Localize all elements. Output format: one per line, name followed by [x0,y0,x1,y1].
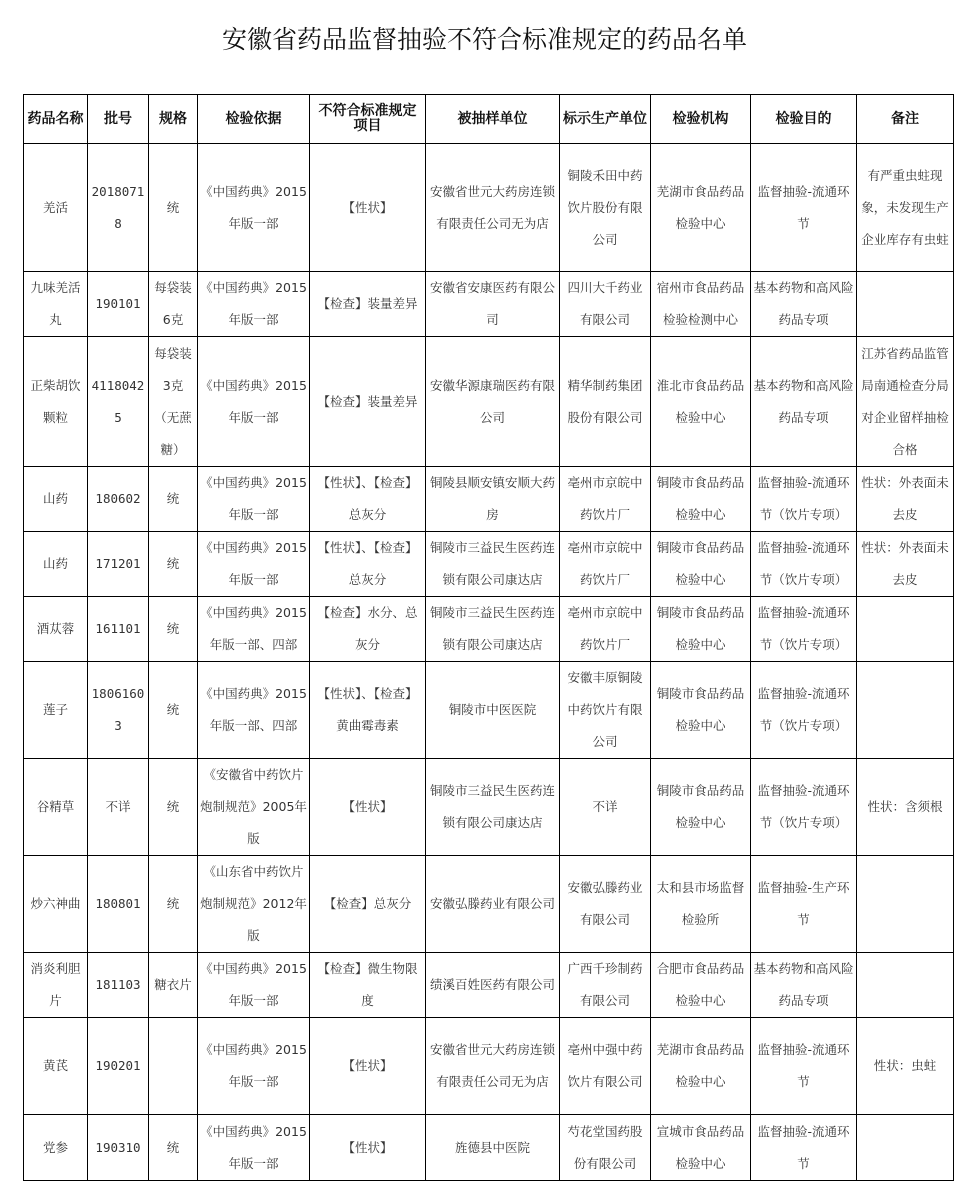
batch-cell: 190101 [88,272,149,337]
producer-cell: 亳州市京皖中药饮片厂 [560,532,651,597]
purpose-cell: 监督抽验-流通环节 [751,1018,857,1115]
drug-name-cell: 谷精草 [24,759,88,856]
sampled-unit-cell: 铜陵市三益民生医药连锁有限公司康达店 [426,597,560,662]
lab-cell: 铜陵市食品药品检验中心 [651,532,751,597]
purpose-cell: 基本药物和高风险药品专项 [751,953,857,1018]
drug-name-cell: 羌活 [24,144,88,272]
header-note: 备注 [857,95,954,144]
page-title: 安徽省药品监督抽验不符合标准规定的药品名单 [221,25,747,54]
purpose-cell: 监督抽验-流通环节（饮片专项） [751,759,857,856]
sampled-unit-cell: 绩溪百姓医药有限公司 [426,953,560,1018]
lab-cell: 太和县市场监督检验所 [651,856,751,953]
batch-cell: 41180425 [88,337,149,467]
lab-cell: 淮北市食品药品检验中心 [651,337,751,467]
batch-cell: 161101 [88,597,149,662]
lab-cell: 合肥市食品药品检验中心 [651,953,751,1018]
basis-cell: 《中国药典》2015年版一部 [198,1115,310,1181]
note-cell: 性状：外表面未去皮 [857,532,954,597]
spec-cell: 统 [149,662,198,759]
lab-cell: 宣城市食品药品检验中心 [651,1115,751,1181]
table-row [24,337,954,467]
lab-cell: 铜陵市食品药品检验中心 [651,662,751,759]
purpose-cell: 监督抽验-流通环节（饮片专项） [751,597,857,662]
failed-item-cell: 【性状】、【检查】黄曲霉毒素 [310,662,426,759]
purpose-cell: 监督抽验-流通环节（饮片专项） [751,532,857,597]
header-producer: 标示生产单位 [560,95,651,144]
spec-cell [149,1018,198,1115]
basis-cell: 《中国药典》2015年版一部 [198,1018,310,1115]
header-failed-item: 不符合标准规定项目 [310,95,426,144]
table-row [24,467,954,532]
batch-cell: 18061603 [88,662,149,759]
drug-name-cell: 山药 [24,467,88,532]
failed-item-cell: 【性状】 [310,759,426,856]
producer-cell: 铜陵禾田中药饮片股份有限公司 [560,144,651,272]
spec-cell: 统 [149,1115,198,1181]
producer-cell: 不详 [560,759,651,856]
note-cell: 江苏省药品监管局南通检查分局对企业留样抽检合格 [857,337,954,467]
spec-cell: 统 [149,467,198,532]
failed-item-cell: 【性状】 [310,1018,426,1115]
failed-item-cell: 【性状】、【检查】总灰分 [310,467,426,532]
producer-cell: 安徽弘滕药业有限公司 [560,856,651,953]
note-cell: 有严重虫蛀现象，未发现生产企业库存有虫蛀 [857,144,954,272]
sampled-unit-cell: 铜陵县顺安镇安顺大药房 [426,467,560,532]
basis-cell: 《山东省中药饮片炮制规范》2012年版 [198,856,310,953]
purpose-cell: 监督抽验-流通环节 [751,1115,857,1181]
batch-cell: 171201 [88,532,149,597]
header-drug-name: 药品名称 [24,95,88,144]
drug-name-cell: 酒苁蓉 [24,597,88,662]
spec-cell: 统 [149,597,198,662]
basis-cell: 《中国药典》2015年版一部、四部 [198,662,310,759]
failed-item-cell: 【性状】 [310,144,426,272]
sampled-unit-cell: 铜陵市三益民生医药连锁有限公司康达店 [426,759,560,856]
producer-cell: 亳州市京皖中药饮片厂 [560,467,651,532]
header-batch: 批号 [88,95,149,144]
lab-cell: 铜陵市食品药品检验中心 [651,759,751,856]
failed-item-cell: 【检查】装量差异 [310,272,426,337]
basis-cell: 《中国药典》2015年版一部 [198,467,310,532]
note-cell [857,953,954,1018]
spec-cell: 统 [149,144,198,272]
drug-list-table [23,94,954,1181]
sampled-unit-cell: 安徽省安康医药有限公司 [426,272,560,337]
lab-cell: 芜湖市食品药品检验中心 [651,144,751,272]
note-cell [857,856,954,953]
drug-name-cell: 黄芪 [24,1018,88,1115]
sampled-unit-cell: 安徽华源康瑞医药有限公司 [426,337,560,467]
batch-cell: 20180718 [88,144,149,272]
failed-item-cell: 【性状】 [310,1115,426,1181]
batch-cell: 180801 [88,856,149,953]
spec-cell: 统 [149,759,198,856]
sampled-unit-cell: 安徽省世元大药房连锁有限责任公司无为店 [426,144,560,272]
purpose-cell: 基本药物和高风险药品专项 [751,272,857,337]
purpose-cell: 基本药物和高风险药品专项 [751,337,857,467]
table-row [24,597,954,662]
purpose-cell: 监督抽验-流通环节 [751,144,857,272]
lab-cell: 铜陵市食品药品检验中心 [651,467,751,532]
header-sampled-unit: 被抽样单位 [426,95,560,144]
table-row [24,1018,954,1115]
spec-cell: 糖衣片 [149,953,198,1018]
producer-cell: 精华制药集团股份有限公司 [560,337,651,467]
lab-cell: 宿州市食品药品检验检测中心 [651,272,751,337]
header-spec: 规格 [149,95,198,144]
table-row [24,272,954,337]
basis-cell: 《中国药典》2015年版一部、四部 [198,597,310,662]
table-row [24,759,954,856]
batch-cell: 190201 [88,1018,149,1115]
drug-name-cell: 山药 [24,532,88,597]
note-cell: 性状：虫蛀 [857,1018,954,1115]
lab-cell: 铜陵市食品药品检验中心 [651,597,751,662]
producer-cell: 安徽丰原铜陵中药饮片有限公司 [560,662,651,759]
batch-cell: 180602 [88,467,149,532]
purpose-cell: 监督抽验-流通环节（饮片专项） [751,467,857,532]
spec-cell: 每袋装3克（无蔗糖） [149,337,198,467]
note-cell [857,272,954,337]
producer-cell: 芍花堂国药股份有限公司 [560,1115,651,1181]
purpose-cell: 监督抽验-生产环节 [751,856,857,953]
header-lab: 检验机构 [651,95,751,144]
spec-cell: 统 [149,856,198,953]
drug-name-cell: 炒六神曲 [24,856,88,953]
note-cell [857,1115,954,1181]
batch-cell: 不详 [88,759,149,856]
batch-cell: 181103 [88,953,149,1018]
table-row [24,856,954,953]
basis-cell: 《中国药典》2015年版一部 [198,532,310,597]
table-row [24,953,954,1018]
batch-cell: 190310 [88,1115,149,1181]
spec-cell: 统 [149,532,198,597]
sampled-unit-cell: 铜陵市中医医院 [426,662,560,759]
header-purpose: 检验目的 [751,95,857,144]
basis-cell: 《中国药典》2015年版一部 [198,337,310,467]
header-basis: 检验依据 [198,95,310,144]
note-cell [857,662,954,759]
drug-name-cell: 莲子 [24,662,88,759]
sampled-unit-cell: 安徽省世元大药房连锁有限责任公司无为店 [426,1018,560,1115]
lab-cell: 芜湖市食品药品检验中心 [651,1018,751,1115]
table-header-row [24,95,954,144]
basis-cell: 《安徽省中药饮片炮制规范》2005年版 [198,759,310,856]
table-row [24,662,954,759]
basis-cell: 《中国药典》2015年版一部 [198,272,310,337]
basis-cell: 《中国药典》2015年版一部 [198,144,310,272]
note-cell: 性状：含须根 [857,759,954,856]
sampled-unit-cell: 旌德县中医院 [426,1115,560,1181]
failed-item-cell: 【检查】总灰分 [310,856,426,953]
drug-name-cell: 九味羌活丸 [24,272,88,337]
sampled-unit-cell: 铜陵市三益民生医药连锁有限公司康达店 [426,532,560,597]
note-cell [857,597,954,662]
failed-item-cell: 【检查】水分、总灰分 [310,597,426,662]
note-cell: 性状：外表面未去皮 [857,467,954,532]
sampled-unit-cell: 安徽弘滕药业有限公司 [426,856,560,953]
failed-item-cell: 【性状】、【检查】总灰分 [310,532,426,597]
table-row [24,1115,954,1181]
producer-cell: 广西千珍制药有限公司 [560,953,651,1018]
drug-name-cell: 党参 [24,1115,88,1181]
producer-cell: 四川大千药业有限公司 [560,272,651,337]
producer-cell: 亳州市京皖中药饮片厂 [560,597,651,662]
failed-item-cell: 【检查】微生物限度 [310,953,426,1018]
drug-name-cell: 消炎利胆片 [24,953,88,1018]
producer-cell: 亳州中强中药饮片有限公司 [560,1018,651,1115]
spec-cell: 每袋装6克 [149,272,198,337]
table-row [24,532,954,597]
table-row [24,144,954,272]
basis-cell: 《中国药典》2015年版一部 [198,953,310,1018]
failed-item-cell: 【检查】装量差异 [310,337,426,467]
purpose-cell: 监督抽验-流通环节（饮片专项） [751,662,857,759]
drug-name-cell: 正柴胡饮颗粒 [24,337,88,467]
